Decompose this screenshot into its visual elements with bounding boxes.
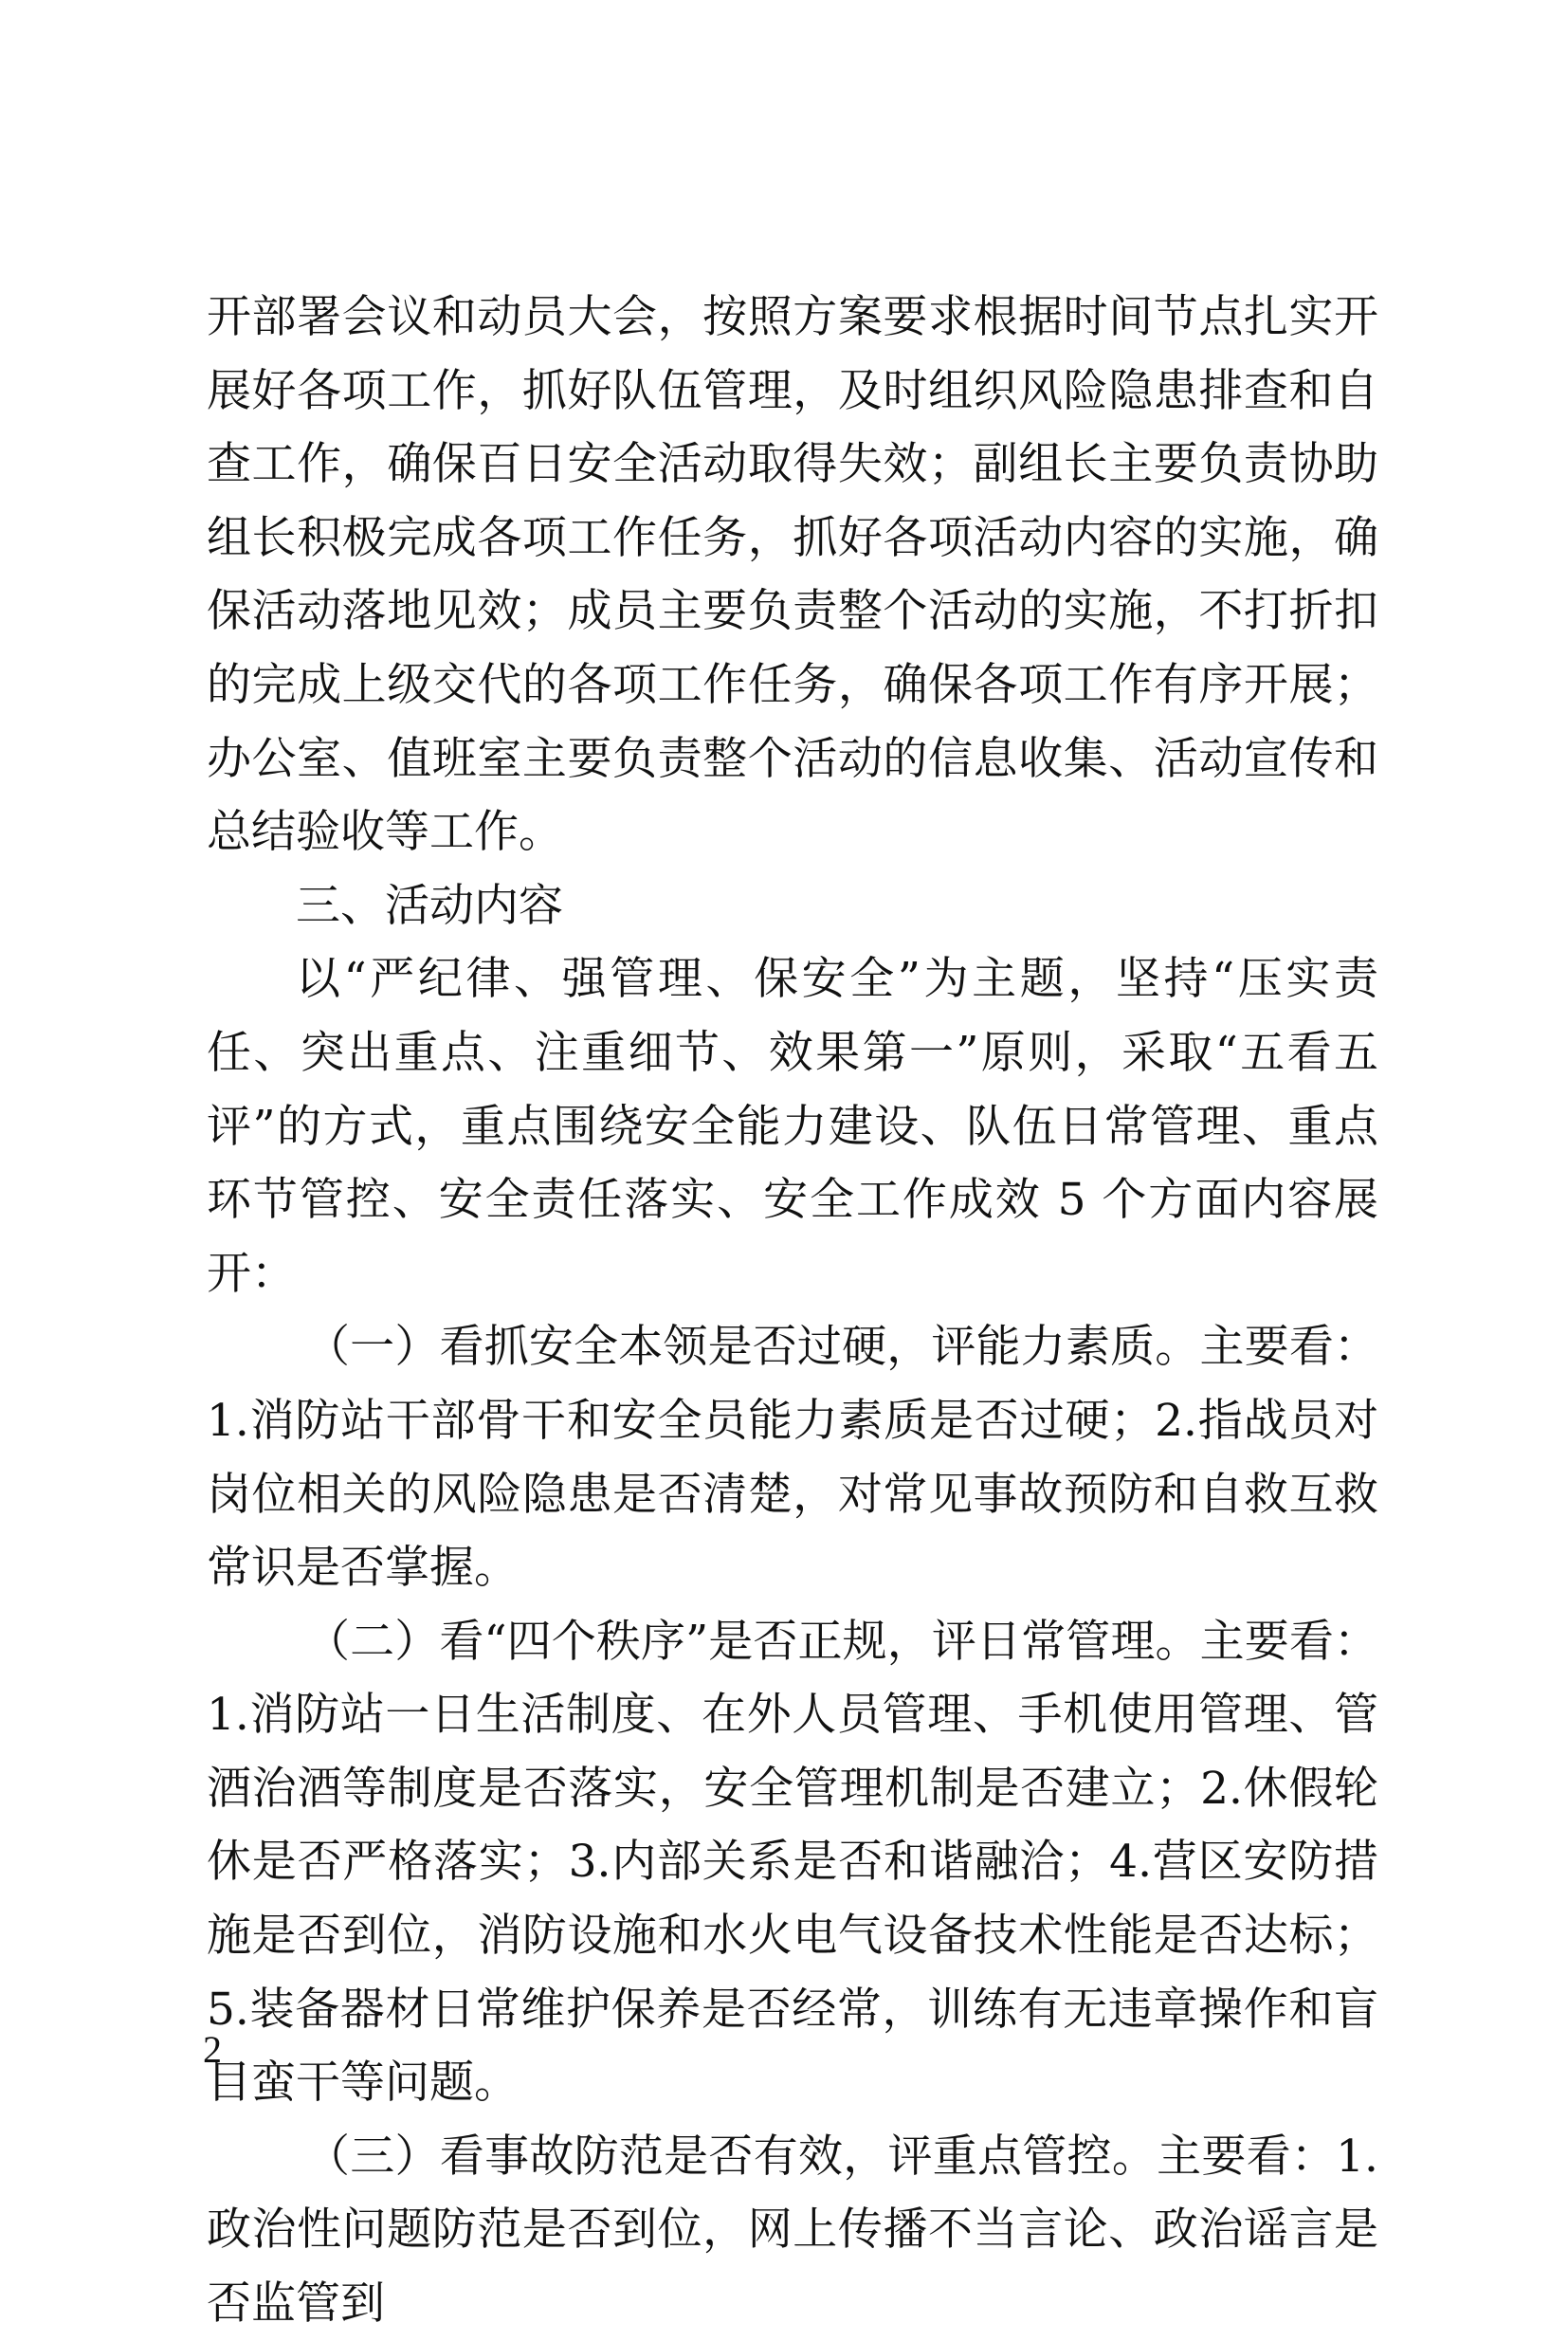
section-heading-activity-content: 三、活动内容	[296, 879, 563, 932]
paragraph-responsibilities: 开部署会议和动员大会，按照方案要求根据时间节点扎实开展好各项工作，抓好队伍管理，及时组织风险隐患排查和自查工作，确保百日安全活动取得失效；副组长主要负责协助组长积极完成各项工作任务，抓好各项活动内容的实施，确保活动落地见效；成员主要负责整个活动的实施，不打折扣的完成上级交代的各项工作任务，确保各项工作有序开展；办公室、值班室主要负责整个活动的信息收集、活动宣传和总结验收等工作。	[207, 291, 1378, 859]
paragraph-item-2: （二）看“四个秩序”是否正规，评日常管理。主要看：1.消防站一日生活制度、在外人员管理、手机使用管理、管酒治酒等制度是否落实，安全管理机制是否建立；2.休假轮休是否严格落实；3.内部关系是否和谐融洽；4.营区安防措施是否到位，消防设施和水火电气设备技术性能是否达标；5.装备器材日常维护保养是否经常，训练有无违章操作和盲目蛮干等问题。	[207, 1615, 1378, 2110]
paragraph-item-3: （三）看事故防范是否有效，评重点管控。主要看：1.政治性问题防范是否到位，网上传播不当言论、政治谣言是否监管到	[207, 2130, 1378, 2331]
page-number: 2	[203, 2028, 222, 2071]
paragraph-item-1: （一）看抓安全本领是否过硬，评能力素质。主要看：1.消防站干部骨干和安全员能力素质是否过硬；2.指战员对岗位相关的风险隐患是否清楚，对常见事故预防和自救互救常识是否掌握。	[207, 1321, 1378, 1595]
paragraph-activity-theme: 以“严纪律、强管理、保安全”为主题，坚持“压实责任、突出重点、注重细节、效果第一”原则，采取“五看五评”的方式，重点围绕安全能力建设、队伍日常管理、重点环节管控、安全责任落实、安全工作成效 5 个方面内容展开：	[207, 953, 1378, 1300]
body-text	[207, 281, 1378, 2341]
